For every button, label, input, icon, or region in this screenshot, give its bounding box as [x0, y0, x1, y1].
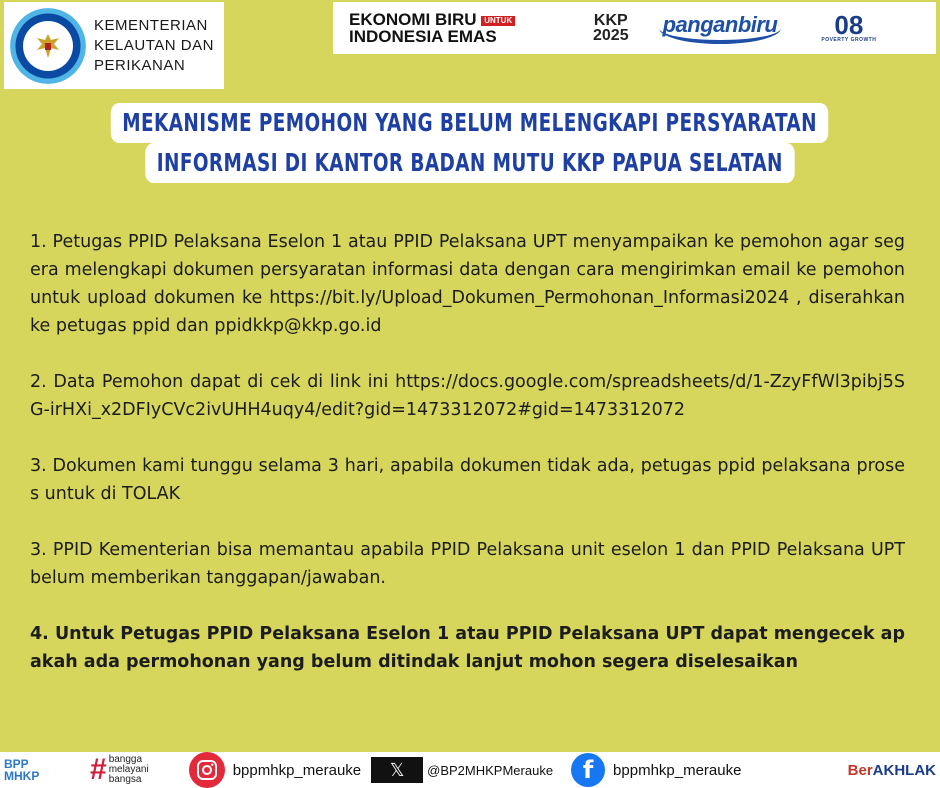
ekonomi-biru-text: EKONOMI BIRU: [349, 10, 477, 29]
hashtag-icon: #: [90, 753, 107, 786]
kkp-year-text: 2025: [593, 27, 629, 44]
mhkp-text: MHKP: [4, 769, 40, 783]
bangsa-text: bangsa: [108, 774, 142, 785]
facebook-icon: f: [571, 753, 605, 787]
bangga-melayani-bangsa-logo: [90, 755, 149, 785]
bpp-text: BPP: [4, 757, 29, 771]
indonesia-emas-text: INDONESIA EMAS: [349, 27, 497, 46]
kkp-text: KKP: [593, 12, 628, 29]
berakhlak-logo: [848, 762, 936, 779]
x-link[interactable]: [371, 757, 553, 783]
ekonomi-biru-logo: [349, 11, 549, 45]
x-icon: 𝕏: [371, 757, 423, 783]
facebook-link[interactable]: [571, 753, 741, 787]
melayani-text: melayani: [108, 764, 149, 775]
pangan-biru-logo: panganbiru: [659, 12, 782, 44]
ministry-logo: [4, 2, 224, 89]
ministry-line-1: KEMENTERIAN: [94, 16, 208, 34]
mechanism-steps: [30, 228, 905, 704]
instagram-icon: [189, 752, 225, 788]
partner-logos-bar: [333, 2, 936, 54]
bppmhkp-logo: [4, 758, 64, 782]
title-line-1: MEKANISME PEMOHON YANG BELUM MELENGKAPI PERSYARATAN: [111, 103, 829, 143]
berakhlak-word: AKHLAK: [872, 761, 936, 779]
x-handle: @BP2MHKPMerauke: [427, 762, 554, 778]
instagram-link[interactable]: [189, 752, 361, 788]
step-paragraph-bold: 4. Untuk Petugas PPID Pelaksana Eselon 1 atau PPID Pelaksana UPT dapat mengecek apakah ada permohonan yang belum ditindak lanjut mohon segera diselesaikan: [30, 624, 905, 672]
facebook-handle: bppmhkp_merauke: [613, 761, 742, 779]
astacita-caption: POVERTY GROWTH: [821, 37, 877, 43]
step-paragraph: 3. PPID Kementerian bisa memantau apabila PPID Pelaksana unit eselon 1 dan PPID Pelaksana UPT belum memberikan tanggapan/jawaban.: [30, 540, 905, 588]
astacita-number: 08: [834, 10, 864, 40]
astacita-08-logo: [821, 10, 877, 43]
garuda-icon: [33, 31, 63, 61]
ministry-emblem-icon: [10, 8, 86, 84]
step-paragraph: 3. Dokumen kami tunggu selama 3 hari, apabila dokumen tidak ada, petugas ppid pelaksana proses untuk di TOLAK: [30, 456, 905, 504]
ministry-line-2: KELAUTAN DAN: [94, 36, 214, 54]
untuk-badge: UNTUK: [481, 16, 515, 26]
title-line-2: INFORMASI DI KANTOR BADAN MUTU KKP PAPUA SELATAN: [145, 143, 794, 183]
step-paragraph: 1. Petugas PPID Pelaksana Eselon 1 atau PPID Pelaksana UPT menyampaikan ke pemohon agar segera melengkapi dokumen persyaratan informasi data dengan cara mengirimkan email ke pemohon untuk upload dokumen ke https://bit.ly/Upload_Dokumen_Permohonan_Informasi2024 , diserahkan ke petugas ppid dan ppidkkp@kkp.go.id: [30, 232, 905, 336]
footer-bar: [0, 752, 940, 788]
step-paragraph: 2. Data Pemohon dapat di cek di link ini https://docs.google.com/spreadsheets/d/1-ZzyFfWl3pibj5SG-irHXi_x2DFIyCVc2ivUHH4uqy4/edit?gid=1473312072#gid=1473312072: [30, 372, 905, 420]
ministry-name: [94, 16, 214, 76]
instagram-handle: bppmhkp_merauke: [232, 761, 362, 779]
berakhlak-prefix: Ber: [847, 761, 873, 779]
bangga-text: bangga: [108, 754, 143, 765]
ministry-line-3: PERIKANAN: [94, 56, 186, 74]
kkp-2025-logo: [593, 13, 629, 43]
